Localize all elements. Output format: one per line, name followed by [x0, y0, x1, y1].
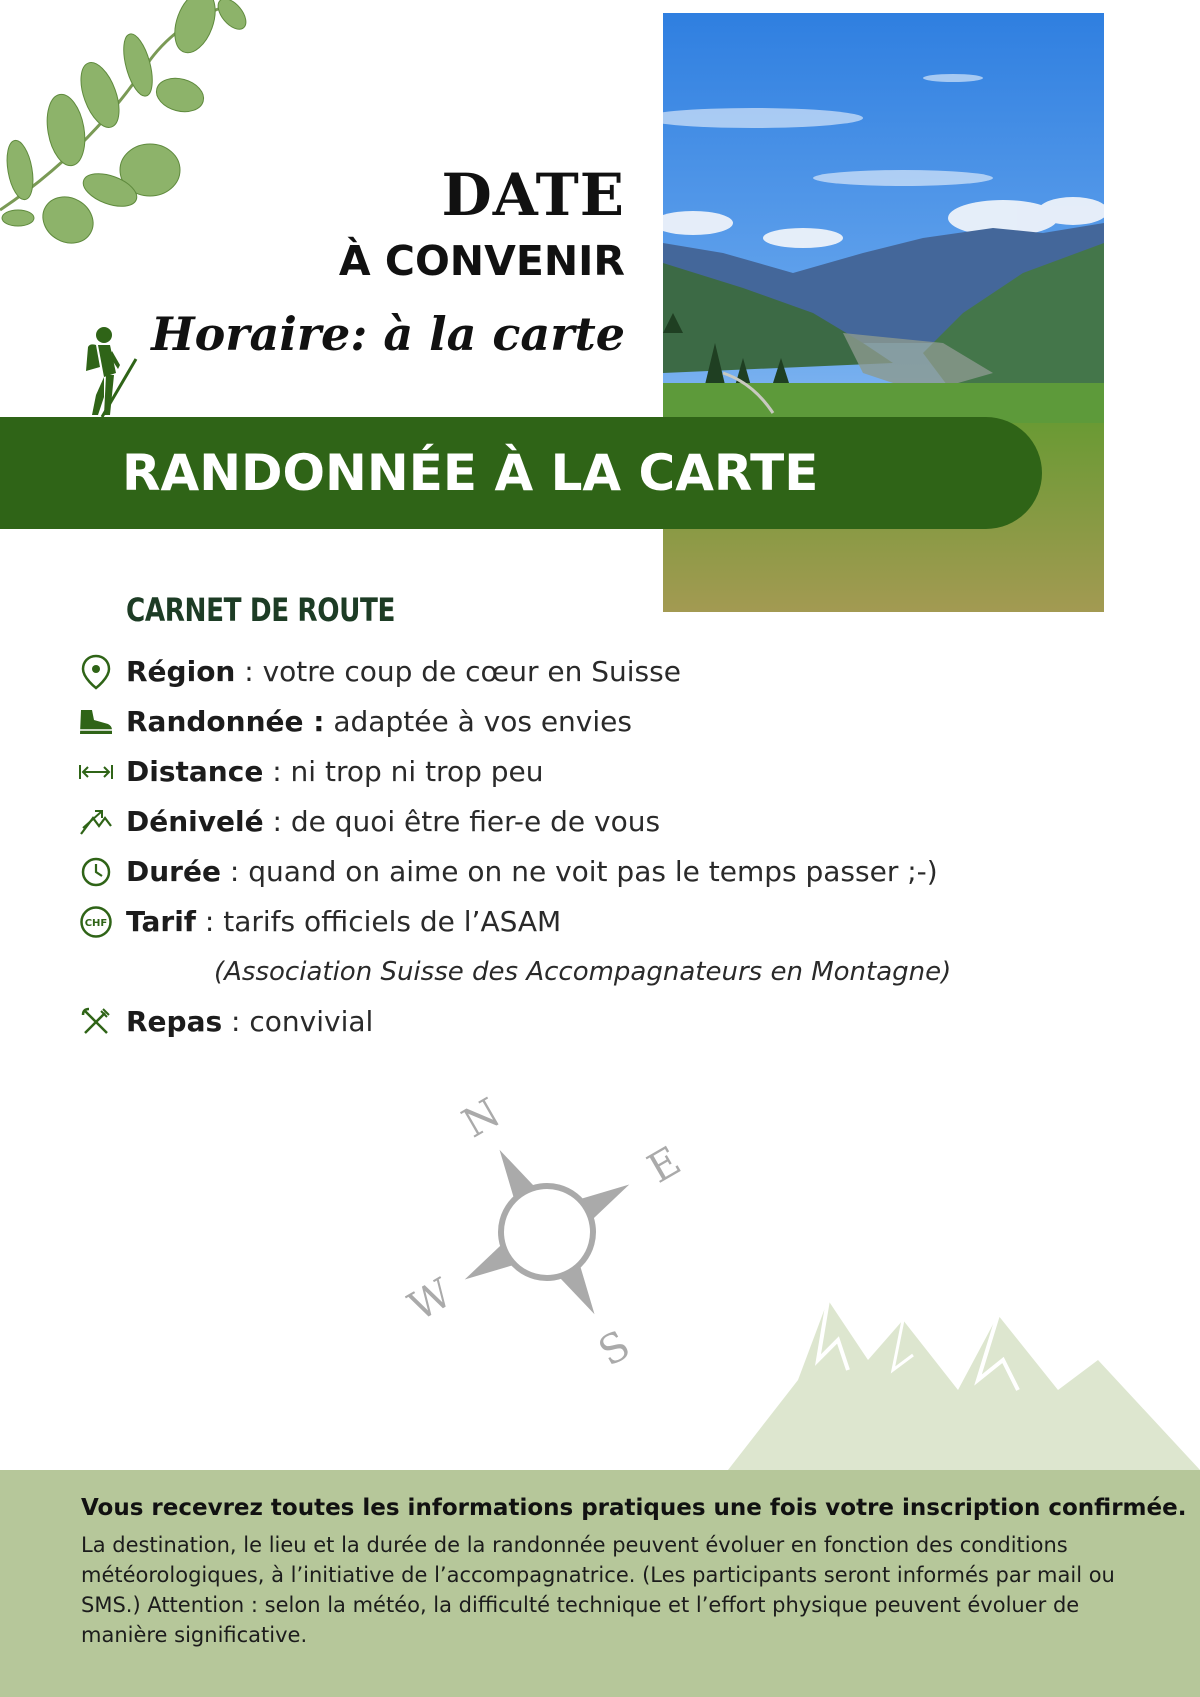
schedule-text: Horaire: à la carte — [151, 307, 625, 361]
info-row-duree — [78, 852, 938, 892]
tarif-note: (Association Suisse des Accompagnateurs en Montagne) — [214, 957, 952, 987]
info-label: Région — [126, 655, 236, 688]
info-value: votre coup de cœur en Suisse — [262, 655, 681, 688]
location-pin-icon — [78, 654, 114, 690]
info-value: de quoi être fier-e de vous — [290, 805, 661, 838]
compass-e: E — [640, 1138, 689, 1193]
info-sep: : — [222, 1005, 250, 1038]
hiker-icon — [78, 325, 144, 417]
footer-body-text: La destination, le lieu et la durée de la randonnée peuvent évoluer en fonction des conditions météorologiques, à l’initiative de l’accompagnatrice. (Les participants seront informés par mail ou SMS.) Attention : selon la météo, la difficulté technique et l’effort physique peuvent évoluer de manière significative. — [81, 1533, 1115, 1647]
info-label: Durée — [126, 855, 221, 888]
chf-coin-icon — [78, 904, 114, 940]
compass-rose-decoration — [390, 1090, 690, 1380]
info-label: Tarif — [126, 905, 196, 938]
info-value: ni trop ni trop peu — [290, 755, 544, 788]
clock-icon — [78, 854, 114, 890]
info-row-denivele — [78, 802, 660, 842]
info-row-distance — [78, 752, 544, 792]
info-value: tarifs officiels de l’ASAM — [223, 905, 562, 938]
info-sep: : — [195, 905, 224, 938]
date-title: DATE — [441, 161, 625, 229]
fork-knife-icon — [78, 1004, 114, 1040]
info-label: Randonnée : — [126, 705, 325, 738]
compass-n: N — [454, 1090, 509, 1148]
distance-arrow-icon — [78, 754, 114, 790]
info-row-randonnee — [78, 702, 632, 742]
info-value: convivial — [249, 1005, 374, 1038]
info-row-repas — [78, 1002, 373, 1042]
elevation-icon — [78, 804, 114, 840]
info-row-tarif — [78, 902, 561, 942]
footer-info-panel — [0, 1470, 1200, 1697]
info-label: Distance — [126, 755, 264, 788]
info-value: adaptée à vos envies — [333, 705, 632, 738]
compass-s: S — [591, 1322, 638, 1376]
info-sep: : — [235, 655, 263, 688]
date-subtitle: À CONVENIR — [338, 237, 625, 285]
compass-w: W — [401, 1270, 460, 1331]
chf-icon-text: CHF — [84, 918, 108, 929]
carnet-title: CARNET DE ROUTE — [126, 591, 396, 629]
footer-headline: Vous recevrez toutes les informations pratiques une fois votre inscription confirmée. — [81, 1495, 1187, 1521]
title-banner — [0, 417, 1042, 529]
info-label: Repas — [126, 1005, 223, 1038]
mountain-silhouette-decoration — [728, 1300, 1200, 1470]
info-value: quand on aime on ne voit pas le temps passer ;-) — [248, 855, 938, 888]
info-label: Dénivelé — [126, 805, 264, 838]
info-sep: : — [263, 805, 291, 838]
leaf-branch-decoration — [0, 0, 260, 260]
hiking-boot-icon — [78, 704, 114, 740]
info-sep: : — [220, 855, 249, 888]
info-sep: : — [263, 755, 291, 788]
info-row-region — [78, 652, 681, 692]
banner-title: RANDONNÉE À LA CARTE — [122, 444, 819, 502]
